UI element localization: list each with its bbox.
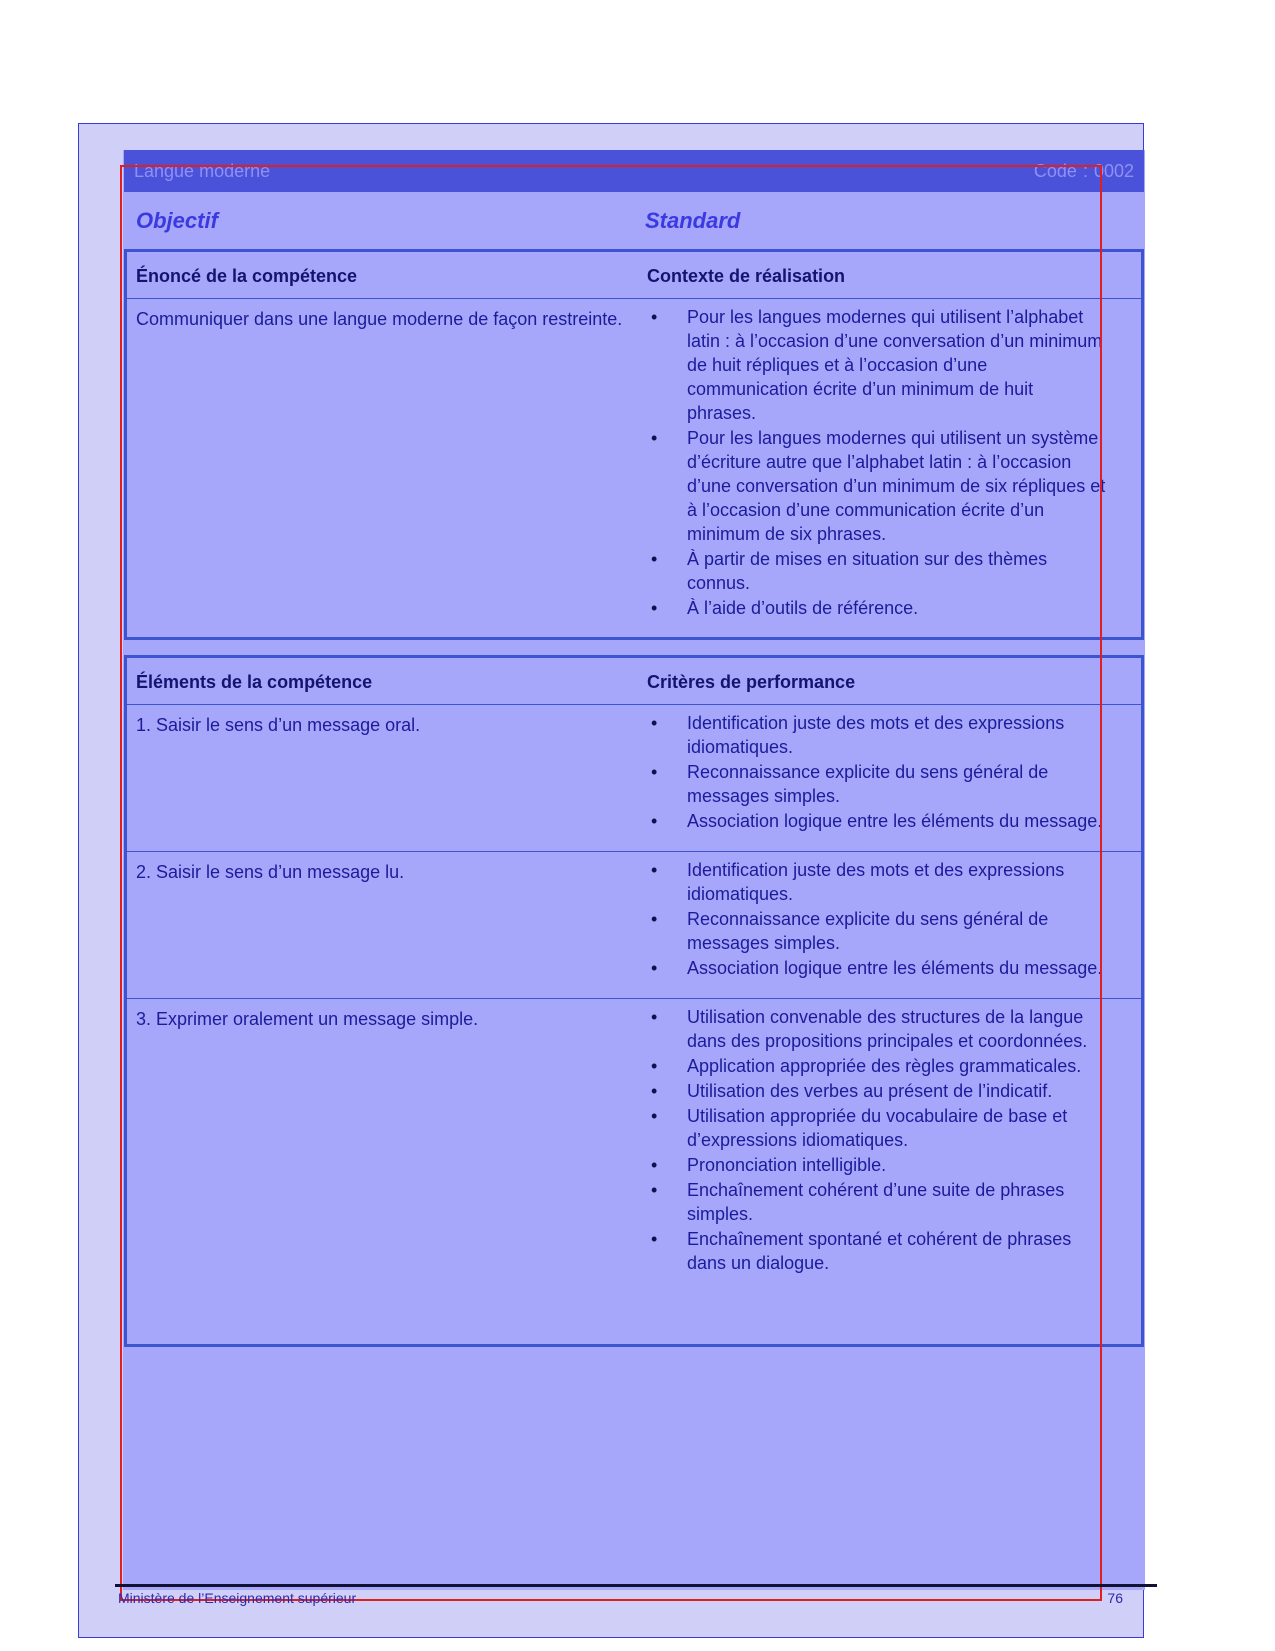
bullet-item (651, 858, 1107, 906)
header-word-2: moderne (199, 160, 271, 181)
bullet-text: À partir de mises en situation sur des thèmes connus. (687, 549, 1048, 593)
bullet-text: Reconnaissance explicite du sens général de messages simples. (687, 762, 1049, 806)
footer-ministry: Ministère de l’Enseignement supérieur (118, 1590, 357, 1606)
bullet-item (651, 1005, 1107, 1053)
bullet-text: Reconnaissance explicite du sens général de messages simples. (687, 909, 1049, 953)
bullet-text: Association logique entre les éléments du message. (687, 958, 1103, 978)
bullet-icon: • (651, 1081, 658, 1101)
elements-rows (127, 705, 1141, 1334)
bullet-icon: • (651, 307, 658, 327)
footer-rule (115, 1584, 1157, 1587)
element-row (127, 705, 1141, 852)
page-header (124, 150, 1144, 192)
bullet-item (651, 711, 1107, 759)
element-row (127, 999, 1141, 1334)
criteres-heading: Critères de performance (647, 672, 856, 692)
bullet-item (651, 1054, 1107, 1078)
contexte-heading: Contexte de réalisation (647, 266, 846, 286)
competence-section (124, 249, 1144, 640)
criteria-list (651, 1005, 1107, 1276)
bullet-item (651, 426, 1107, 546)
competence-section-header (127, 252, 1141, 299)
enonce-heading: Énoncé de la compétence (136, 266, 358, 286)
bullet-text: Utilisation des verbes au présent de l’indicatif. (687, 1081, 1053, 1101)
bullet-icon: • (651, 909, 658, 929)
header-title (134, 161, 270, 182)
bullet-icon: • (651, 811, 658, 831)
bullet-icon: • (651, 713, 658, 733)
bullet-item (651, 1178, 1107, 1226)
bullet-item (651, 1104, 1107, 1152)
competence-row (127, 299, 1141, 637)
elements-section (124, 655, 1144, 1347)
bullet-item (651, 596, 1107, 620)
bullet-icon: • (651, 428, 658, 448)
context-list (651, 305, 1107, 621)
bullet-item (651, 1153, 1107, 1177)
element-label: 3. Exprimer oralement un message simple. (136, 1009, 479, 1029)
bullet-icon: • (651, 1106, 658, 1126)
header-code (1034, 161, 1134, 182)
criteria-list (651, 711, 1107, 834)
bullet-icon: • (651, 1180, 658, 1200)
header-word-1: Langue (134, 160, 195, 181)
page-number: 76 (1107, 1590, 1123, 1606)
elements-section-header (127, 658, 1141, 705)
bullet-text: Pour les langues modernes qui utilisent un système d’écriture autre que l’alphabet latin : à l’occasion d’une conversation d’un minimum de six répliques et à l’occasion d’une communication écrite d’un minimum de six phrases. (687, 428, 1106, 544)
column-headings (136, 208, 1136, 238)
objectif-heading: Objectif (136, 208, 218, 233)
bullet-item (651, 809, 1107, 833)
page-footer (118, 1590, 1123, 1606)
element-label: 1. Saisir le sens d’un message oral. (136, 715, 421, 735)
bullet-item (651, 956, 1107, 980)
bullet-item (651, 305, 1107, 425)
bullet-icon: • (651, 598, 658, 618)
bullet-item (651, 907, 1107, 955)
bullet-item (651, 1227, 1107, 1275)
bullet-icon: • (651, 1007, 658, 1027)
bullet-text: Identification juste des mots et des expressions idiomatiques. (687, 860, 1065, 904)
bullet-text: Association logique entre les éléments du message. (687, 811, 1103, 831)
competence-statement: Communiquer dans une langue moderne de façon restreinte. (136, 309, 623, 329)
code-separator: : (1082, 160, 1088, 181)
criteria-list (651, 858, 1107, 981)
bullet-text: Enchaînement spontané et cohérent de phrases dans un dialogue. (687, 1229, 1072, 1273)
bullet-text: Enchaînement cohérent d’une suite de phrases simples. (687, 1180, 1065, 1224)
code-value: 0002 (1093, 160, 1134, 181)
elements-heading: Éléments de la compétence (136, 672, 373, 692)
bullet-icon: • (651, 1155, 658, 1175)
bullet-icon: • (651, 860, 658, 880)
bullet-item (651, 547, 1107, 595)
element-row (127, 852, 1141, 999)
bullet-icon: • (651, 549, 658, 569)
bullet-icon: • (651, 762, 658, 782)
bullet-icon: • (651, 958, 658, 978)
bullet-text: Pour les langues modernes qui utilisent l’alphabet latin : à l’occasion d’une conversation d’un minimum de huit répliques et à l’occasion d’une communication écrite d’un minimum de huit phrases. (687, 307, 1103, 423)
bullet-text: Utilisation convenable des structures de la langue dans des propositions principales et coordonnées. (687, 1007, 1088, 1051)
bullet-text: Application appropriée des règles grammaticales. (687, 1056, 1082, 1076)
bullet-text: À l’aide d’outils de référence. (687, 598, 919, 618)
bullet-icon: • (651, 1056, 658, 1076)
code-label: Code (1033, 160, 1077, 181)
bullet-text: Prononciation intelligible. (687, 1155, 887, 1175)
bullet-item (651, 1079, 1107, 1103)
bullet-text: Identification juste des mots et des expressions idiomatiques. (687, 713, 1065, 757)
bullet-text: Utilisation appropriée du vocabulaire de base et d’expressions idiomatiques. (687, 1106, 1068, 1150)
bullet-icon: • (651, 1229, 658, 1249)
bullet-item (651, 760, 1107, 808)
standard-heading: Standard (645, 208, 741, 233)
element-label: 2. Saisir le sens d’un message lu. (136, 862, 405, 882)
